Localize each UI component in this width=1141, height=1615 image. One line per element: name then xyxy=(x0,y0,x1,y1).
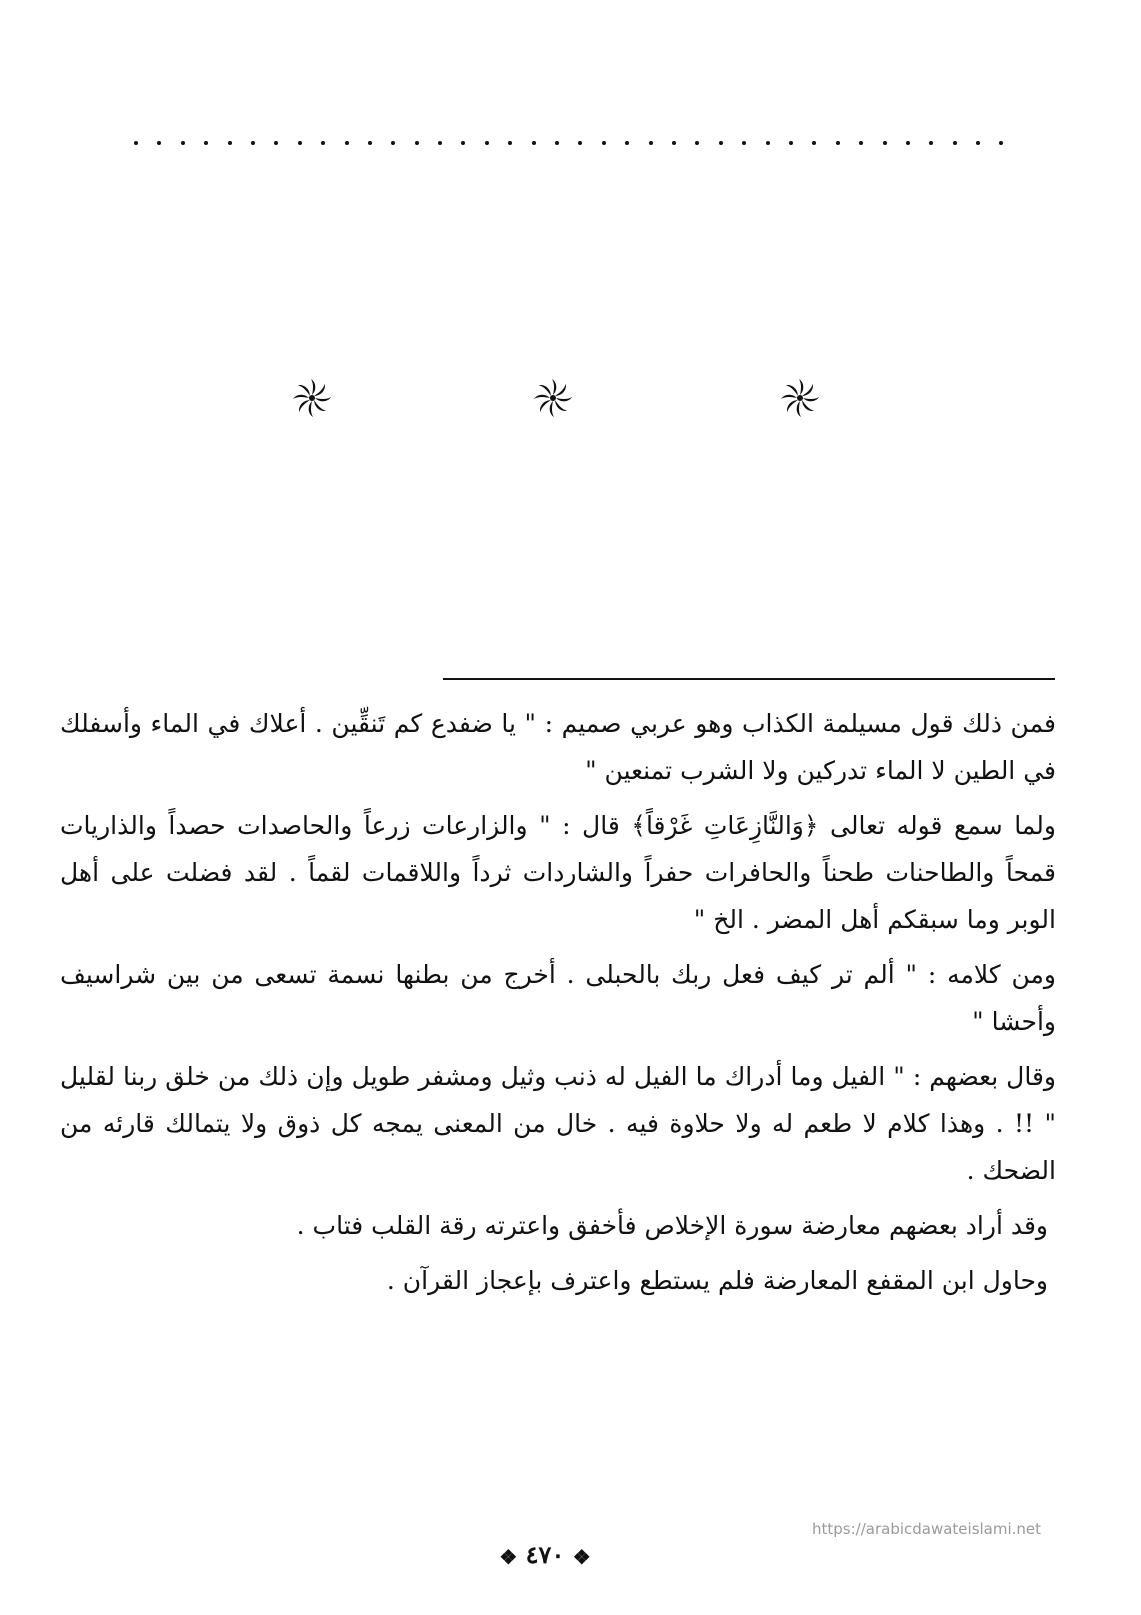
paragraph: وقال بعضهم : " الفيل وما أدراك ما الفيل له ذنب وثيل ومشفر طويل وإن ذلك من خلق ربنا لقليل " !! . وهذا كلام لا طعم له ولا حلاوة فيه . خال من المعنى يمجه كل ذوق ولا يتمالك قارئه من الضحك . xyxy=(60,1062,1056,1185)
dot xyxy=(228,141,232,145)
dot xyxy=(274,141,278,145)
dot xyxy=(368,141,372,145)
asterisk-flower-icon xyxy=(531,376,575,420)
paragraph: ومن كلامه : " ألم تر كيف فعل ربك بالحبلى . أخرج من بطنها نسمة تسعى من بين شراسيف وأحشا " xyxy=(60,960,1056,1036)
dot xyxy=(695,141,699,145)
dot xyxy=(204,141,208,145)
dot xyxy=(929,141,933,145)
dot xyxy=(508,141,512,145)
dot xyxy=(649,141,653,145)
dot xyxy=(578,141,582,145)
dot xyxy=(532,141,536,145)
paragraph: وحاول ابن المقفع المعارضة فلم يستطع واعترف بإعجاز القرآن . xyxy=(386,1266,1048,1295)
dot xyxy=(719,141,723,145)
dot xyxy=(859,141,863,145)
dot xyxy=(298,141,302,145)
page-number xyxy=(490,1540,600,1569)
diamond-ornament-icon: ❖ xyxy=(499,1544,518,1569)
watermark-url: https://arabicdawateislami.net xyxy=(812,1520,1042,1538)
dot xyxy=(157,141,161,145)
dot xyxy=(555,141,559,145)
asterisk-flower-icon xyxy=(290,376,334,420)
page-number-value: ٤٧٠ xyxy=(525,1540,565,1569)
ornament-row xyxy=(0,376,1141,426)
dot xyxy=(602,141,606,145)
dot xyxy=(251,141,255,145)
dot xyxy=(976,141,980,145)
paragraph: ولما سمع قوله تعالى ﴿وَالنَّازِعَاتِ غَرْقاً﴾ قال : " والزارعات زرعاً والحاصدات حصداً والذاريات قمحاً والطاحنات طحناً والحافرات حفراً والشاردات ثرداً واللاقمات لقماً . لقد فضلت على أهل الوبر وما سبقكم أهل المضر . الخ " xyxy=(60,811,1056,934)
paragraph: فمن ذلك قول مسيلمة الكذاب وهو عربي صميم : " يا ضفدع كم تَنقِّين . أعلاك في الماء وأسفلك في الطين لا الماء تدركين ولا الشرب تمنعين " xyxy=(60,709,1056,785)
dot xyxy=(836,141,840,145)
dot xyxy=(415,141,419,145)
dot xyxy=(672,141,676,145)
paragraph: وقد أراد بعضهم معارضة سورة الإخلاص فأخفق واعترته رقة القلب فتاب . xyxy=(296,1211,1048,1240)
dot xyxy=(321,141,325,145)
dot xyxy=(742,141,746,145)
dot xyxy=(906,141,910,145)
dot xyxy=(134,141,138,145)
dot xyxy=(391,141,395,145)
dot xyxy=(438,141,442,145)
body-text xyxy=(60,700,1056,1312)
diamond-ornament-icon: ❖ xyxy=(572,1544,591,1569)
section-rule xyxy=(443,678,1055,680)
dot xyxy=(461,141,465,145)
dotted-separator xyxy=(134,136,1004,150)
dot xyxy=(953,141,957,145)
dot xyxy=(345,141,349,145)
dot xyxy=(999,141,1003,145)
dot xyxy=(789,141,793,145)
dot xyxy=(485,141,489,145)
dot xyxy=(812,141,816,145)
dot xyxy=(883,141,887,145)
dot xyxy=(181,141,185,145)
dot xyxy=(766,141,770,145)
dot xyxy=(625,141,629,145)
asterisk-flower-icon xyxy=(778,376,822,420)
